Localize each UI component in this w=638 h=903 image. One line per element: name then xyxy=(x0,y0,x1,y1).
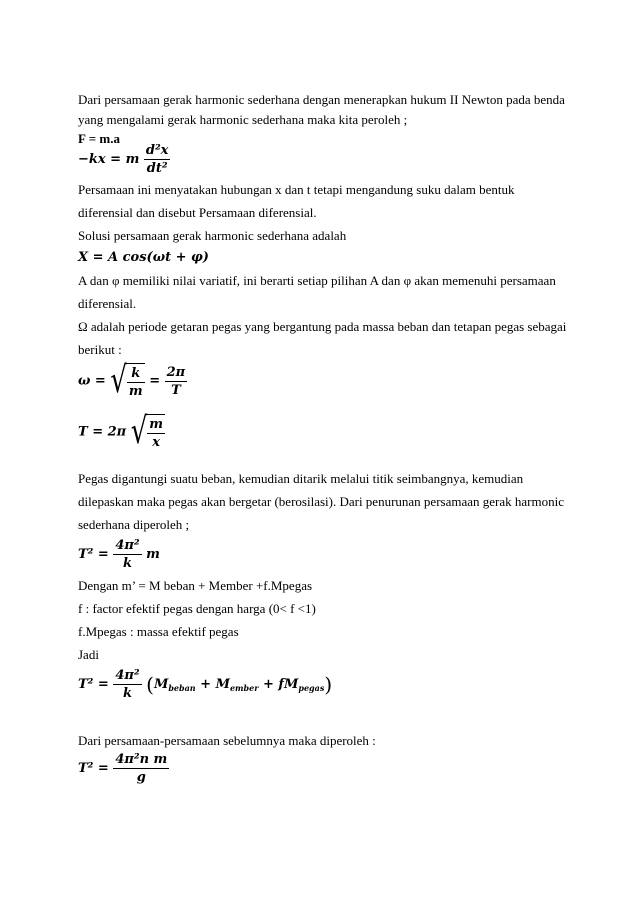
radical-sign: √ xyxy=(110,360,127,402)
fraction-denominator: g xyxy=(136,770,146,785)
mass-symbol: M xyxy=(153,677,169,692)
equation-rhs: m xyxy=(146,547,160,562)
fraction-numerator: 4π²n m xyxy=(115,752,168,767)
paragraph-line: Pegas digantungi suatu beban, kemudian ditarik melalui titik seimbangnya, kemudian xyxy=(78,471,524,486)
paragraph-line: diferensial. xyxy=(78,296,137,311)
equation-differential xyxy=(78,143,170,176)
close-paren: ) xyxy=(324,672,333,697)
radical-sign: √ xyxy=(130,411,148,453)
fraction xyxy=(113,752,169,785)
mass-symbol: M xyxy=(215,677,230,692)
paragraph-line: yang mengalami gerak harmonic sederhana maka kita peroleh ; xyxy=(78,112,408,127)
equation-solution: X = A cos(ωt + φ) xyxy=(78,250,209,265)
paragraph-line: f : factor efektif pegas dengan harga (0< f <1) xyxy=(78,601,316,616)
fraction xyxy=(165,365,188,398)
equation-final xyxy=(78,752,169,785)
paragraph-line: f.Mpegas : massa efektif pegas xyxy=(78,624,239,639)
equation-period xyxy=(78,411,165,453)
paragraph-line: Ω adalah periode getaran pegas yang bergantung pada massa beban dan tetapan pegas sebagai xyxy=(78,319,567,334)
fraction-denominator: x xyxy=(152,435,161,450)
paragraph-line: Dari persamaan-persamaan sebelumnya maka diperoleh : xyxy=(78,733,376,748)
equation-lhs: T = 2π xyxy=(78,424,127,440)
fraction xyxy=(113,538,141,571)
equation-lhs: −kx = m xyxy=(78,152,140,167)
open-paren: ( xyxy=(146,672,154,697)
fraction-numerator: d²x xyxy=(145,143,169,158)
fraction-denominator: dt² xyxy=(146,161,168,176)
paragraph-line: dilepaskan maka pegas akan bergetar (berosilasi). Dari penurunan persamaan gerak harmonic xyxy=(78,494,564,509)
equation-lhs: T² = xyxy=(78,677,109,692)
fraction-denominator: k xyxy=(122,686,132,701)
paragraph-line: Persamaan ini menyatakan hubungan x dan t tetapi mengandung suku dalam bentuk xyxy=(78,182,515,197)
equation-lhs: T² = xyxy=(78,761,109,776)
paragraph-line: Dari persamaan gerak harmonic sederhana dengan menerapkan hukum II Newton pada benda xyxy=(78,92,565,107)
fraction-denominator: k xyxy=(122,556,132,571)
square-root xyxy=(130,411,165,453)
paragraph-line: Solusi persamaan gerak harmonic sederhana adalah xyxy=(78,228,347,243)
equation-period-squared xyxy=(78,538,160,571)
paragraph-line: sederhana diperoleh ; xyxy=(78,517,190,532)
fraction-denominator: T xyxy=(171,382,181,398)
equals-sign: = xyxy=(149,373,161,389)
equation-omega xyxy=(78,360,187,402)
mass-subscript: beban xyxy=(168,683,196,693)
mass-subscript: pegas xyxy=(298,683,325,693)
paragraph-line: Dengan m’ = M beban + Member +f.Mpegas xyxy=(78,578,313,593)
paragraph-line: diferensial dan disebut Persamaan diferensial. xyxy=(78,205,317,220)
fraction-numerator: m xyxy=(149,417,164,432)
equation-lhs: T² = xyxy=(78,547,109,562)
paragraph-line: berikut : xyxy=(78,342,122,357)
equation-newton: F = m.a xyxy=(78,131,120,146)
fraction-numerator: 2π xyxy=(166,364,186,380)
paragraph-line: A dan φ memiliki nilai variatif, ini berarti setiap pilihan A dan φ akan memenuhi persamaan xyxy=(78,273,556,288)
fraction-numerator: 4π² xyxy=(115,538,140,553)
fraction-numerator: 4π² xyxy=(115,668,140,683)
plus-sign: + xyxy=(200,677,212,692)
fraction-denominator: m xyxy=(128,384,143,399)
mass-symbol: fM xyxy=(278,677,299,692)
plus-sign: + xyxy=(262,677,274,692)
equation-period-masses xyxy=(78,668,332,701)
paragraph-line: Jadi xyxy=(78,647,99,662)
fraction xyxy=(144,143,171,176)
mass-subscript: ember xyxy=(229,683,259,693)
fraction xyxy=(113,668,141,701)
fraction-numerator: k xyxy=(127,366,145,383)
equation-lhs: ω = xyxy=(78,373,106,389)
square-root xyxy=(110,360,144,402)
